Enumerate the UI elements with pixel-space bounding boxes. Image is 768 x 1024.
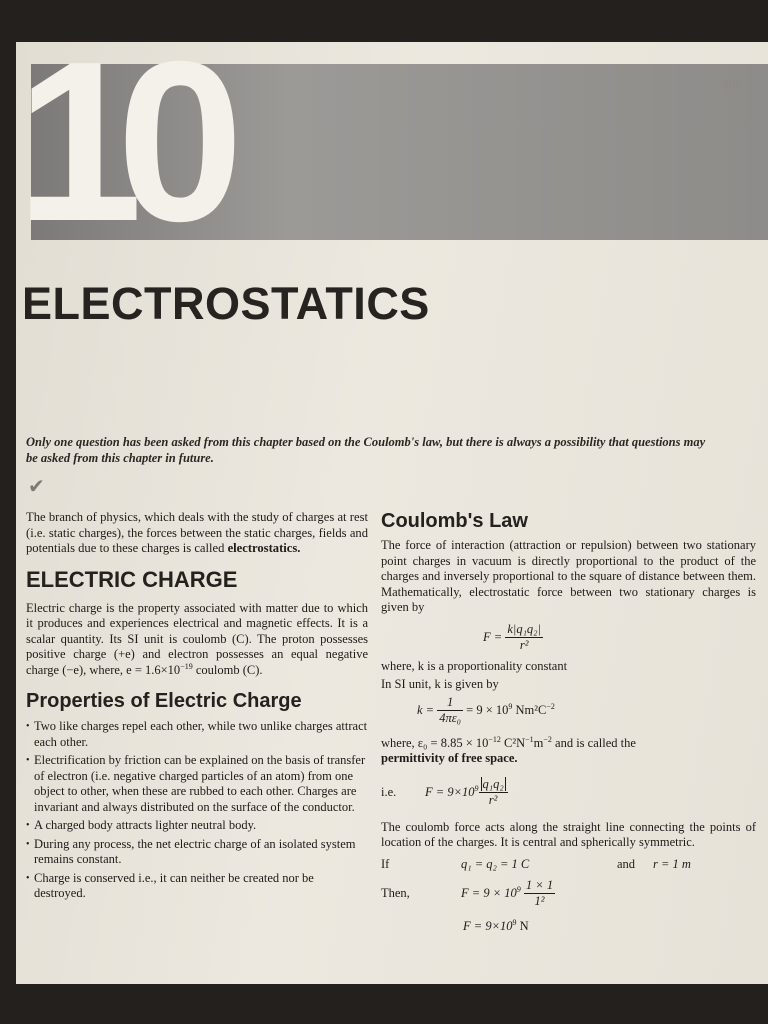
property-item: • Charge is conserved i.e., it can neither be created nor be destroyed. [26,871,368,902]
coulombs-law-paragraph: The force of interaction (attraction or repulsion) between two stationary point charges in vacuum is directly proportional to the product of the charges and inversely proportional to the square of distance between them. Mathematically, electrostatic force between two stationary charges is given by [381,538,756,614]
formula-expanded-denominator: r² [488,792,498,807]
formula-expanded-fraction [479,777,508,808]
property-item: • Electrification by friction can be explained on the basis of transfer of electron (i.e. negative charged particles of an atom) from one object to other, when these are rubbed to each other. Charges are invariant and always distributed on the surface of the conductor. [26,753,368,815]
checkmark-icon: ✔ [28,474,45,498]
formula-k-denominator: 4πε₀ [439,710,462,725]
central-force-paragraph: The coulomb force acts along the straight line connecting the points of location of the charges. It is central and spherically symmetric. [381,819,756,849]
formula-k-lhs: k = [417,702,435,717]
electrostatics-definition [26,510,368,557]
left-column [26,510,368,902]
definition-term: electrostatics. [227,541,301,555]
page-number: 409 [721,78,742,92]
formula-then-numerator: 1 × 1 [525,877,554,892]
properties-heading: Properties of Electric Charge [26,690,302,712]
chapter-title: ELECTROSTATICS [22,278,430,329]
property-item: • Two like charges repel each other, while two unlike charges attract each other. [26,719,368,750]
in-si-text: In SI unit, k is given by [381,677,499,691]
and-label: and [617,856,636,871]
then-label: Then, [381,885,410,900]
coulombs-law-heading: Coulomb's Law [381,510,528,532]
formula-expanded-numerator: q₁q₂ [479,777,508,793]
property-item: • During any process, the net electric charge of an isolated system remains constant. [26,837,368,868]
formula-k-numerator: 1 [437,695,463,711]
charge-unit: coulomb (C). [192,662,263,677]
property-item: • A charged body attracts lighter neutral body. [26,818,368,834]
formula-lhs: F = [483,629,503,644]
formula-then-fraction [524,878,555,909]
properties-list [26,719,368,902]
formula-coulomb-force [381,622,756,653]
formula-coulomb-expanded [381,777,756,808]
formula-expanded-lhs: $F = 9\times 10^9$ [425,783,479,799]
right-column [381,510,756,934]
chapter-number: 10 [16,15,218,269]
distance-condition: r = 1 m [653,856,691,871]
chapter-intro-note: Only one question has been asked from this chapter based on the Coulomb's law, but there is always a possibility that questions may be asked from this chapter in future. [26,435,706,465]
formula-denominator: r² [519,637,529,652]
where-k-text: where, k is a proportionality constant [381,658,568,673]
formula-fraction [505,622,543,653]
ie-label: i.e. [381,784,397,799]
formula-k-fraction [437,695,463,726]
charge-exponent: −19 [180,661,193,671]
formula-then-denominator: 1² [534,893,545,908]
textbook-page [16,15,768,984]
formula-k-rhs: = $9 \times 10^9$ $Nm^2C^{-2}$ [466,701,555,717]
formula-numerator: k|q₁q₂| [507,621,541,636]
charge-text: Electric charge is the property associated with matter due to which it produces and experiences electrical and magnetic effects. It is a scalar quantity. Its SI unit is coulomb (C). The proton possesses positive charge (+e) and electron possesses an equal negative charge (−e), where, e = 1.6×10 [26,600,368,677]
formula-k-constant [381,695,756,726]
formula-result: $F = 9\times 10^9$ N [463,917,529,933]
formula-then-lhs: $F = 9 \times 10^9$ [461,884,521,900]
permittivity-term: permittivity of free space. [381,751,518,765]
definition-text: The branch of physics, which deals with the study of charges at rest (i.e. static charges), the forces between the static charges, fields and potentials due to these charges is called [26,510,368,555]
permittivity-paragraph: where, $\varepsilon_0 = 8.85 \times 10^{-12}$ $C^2N^{-1}m^{-2}$ and is called the permittivity of free space. [381,734,636,765]
if-label: If [381,856,390,871]
condition-row [381,857,756,872]
section-heading-electric-charge: ELECTRIC CHARGE [26,566,238,592]
formula-then [381,878,756,909]
electric-charge-paragraph [26,601,368,679]
charge-condition: q₁ = q₂ = 1 C [461,856,530,871]
